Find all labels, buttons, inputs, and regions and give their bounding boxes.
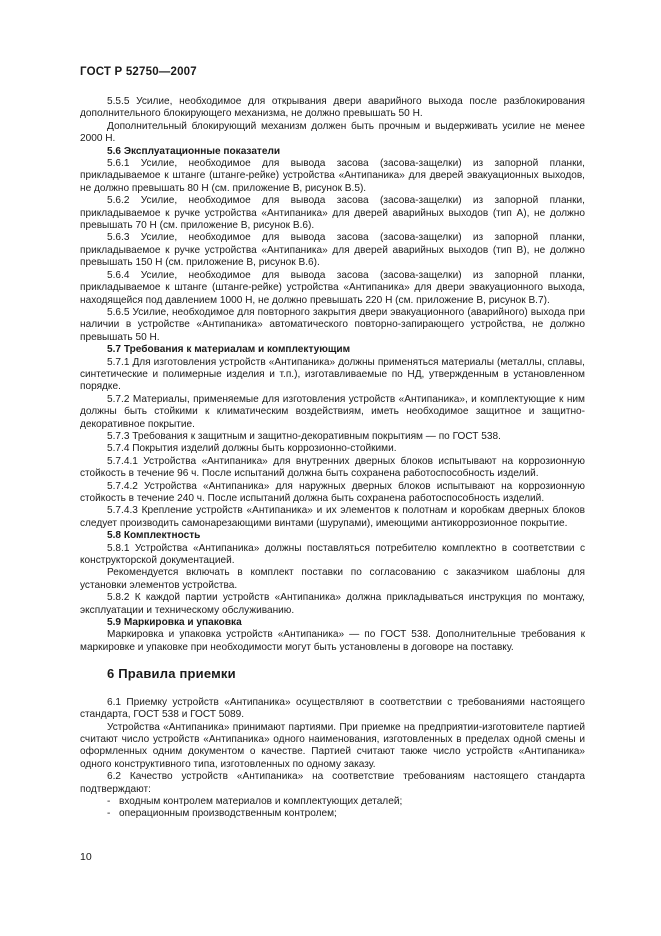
paragraph: Дополнительный блокирующий механизм должен быть прочным и выдерживать усилие не менее 2000 Н.: [80, 120, 585, 145]
document-body: [80, 96, 585, 821]
paragraph: 5.7.4.3 Крепление устройств «Антипаника» и их элементов к полотнам и коробкам дверных блоков следует производить самонарезающими винтами (шурупами), имеющими антикоррозионное покрытие.: [80, 505, 585, 529]
paragraph: 5.8.2 К каждой партии устройств «Антипаника» должна прикладываться инструкция по монтажу, эксплуатации и техническому обслуживанию.: [80, 592, 585, 616]
list-item-text: входным контролем материалов и комплектующих деталей;: [119, 795, 403, 807]
subsection-heading: 5.9 Маркировка и упаковка: [107, 617, 242, 629]
paragraph: 5.6.5 Усилие, необходимое для повторного закрытия двери эвакуационного (аварийного) выхода при наличии в устройстве «Антипаника» автоматического повторно-запирающего устройства, не должно превышать 50 Н.: [80, 306, 585, 343]
document-header: ГОСТ Р 52750—2007: [80, 66, 197, 78]
paragraph: 5.7.4 Покрытия изделий должны быть коррозионно-стойкими.: [107, 443, 397, 455]
subsection-heading: 5.8 Комплектность: [107, 530, 201, 542]
subsection-heading: 5.6 Эксплуатационные показатели: [107, 145, 281, 157]
subsection-heading: 5.7 Требования к материалам и комплектующим: [107, 344, 351, 356]
paragraph: 5.8.1 Устройства «Антипаника» должны поставляться потребителю комплектно в соответствии с конструкторской документацией.: [80, 542, 585, 567]
paragraph: 5.6.4 Усилие, необходимое для вывода засова (засова-защелки) из запорной планки, прикладываемое к штанге (штанге-рейке) устройства «Антипаника» для двери эвакуационного выхода, находящейся под давлением 1000 Н, не должно превышать 220 Н (см. приложение В, рисунок В.7).: [80, 269, 585, 306]
paragraph: 5.6.1 Усилие, необходимое для вывода засова (засова-защелки) из запорной планки, прикладываемое к штанге (штанге-рейке) устройства «Антипаника» для дверей эвакуационных выходов, не должно превышать 80 Н (см. приложение В, рисунок В.5).: [80, 158, 585, 194]
list-marker: -: [107, 808, 111, 820]
paragraph: 6.2 Качество устройств «Антипаника» на соответствие требованиям настоящего стандарта подтверждают:: [80, 771, 585, 795]
paragraph: 5.6.3 Усилие, необходимое для вывода засова (засова-защелки) из запорной планки, прикладываемое к ручке устройства «Антипаника» для дверей аварийных выходов (тип В), не должно превышать 150 Н (см. приложение В, рисунок В.6).: [80, 232, 585, 269]
paragraph: Рекомендуется включать в комплект поставки по согласованию с заказчиком шаблоны для установки элементов устройства.: [80, 567, 585, 591]
paragraph: 5.7.4.2 Устройства «Антипаника» для наружных дверных блоков испытывают на коррозионную стойкость в течение 240 ч. После испытаний должна быть сохранена работоспособность изделий.: [80, 480, 585, 504]
paragraph: 5.7.4.1 Устройства «Антипаника» для внутренних дверных блоков испытывают на коррозионную стойкость в течение 96 ч. После испытаний должна быть сохранена работоспособность изделий.: [80, 455, 585, 480]
paragraph: 6.1 Приемку устройств «Антипаника» осуществляют в соответствии с требованиями настоящего стандарта, ГОСТ 538 и ГОСТ 5089.: [80, 696, 585, 721]
paragraph: 5.6.2 Усилие, необходимое для вывода засова (засова-защелки) из запорной планки, прикладываемое к ручке устройства «Антипаника» для дверей аварийных выходов (тип А), не должно превышать 70 Н (см. приложение В, рисунок В.6).: [80, 195, 585, 232]
list-item: [80, 808, 585, 820]
list-item-text: операционным производственным контролем;: [119, 808, 337, 820]
list-marker: -: [107, 795, 111, 807]
list-item: [80, 796, 585, 808]
page-number: 10: [80, 851, 92, 863]
paragraph: Маркировка и упаковка устройств «Антипаника» — по ГОСТ 538. Дополнительные требования к маркировке и упаковке при необходимости могут быть установлены в договоре на поставку.: [80, 629, 585, 653]
paragraph: Устройства «Антипаника» принимают партиями. При приемке на предприятии-изготовителе партией считают число устройств «Антипаника» одного наименования, изготовленных в пределах одной смены и оформленных одним документом о качестве. Партией считают также число устройств «Антипаника» одного конструктивного типа, изготовленных по одному заказу.: [80, 721, 585, 770]
paragraph: 5.7.2 Материалы, применяемые для изготовления устройств «Антипаника», и комплектующие к ним должны быть стойкими к климатическим воздействиям, иметь необходимое защитное и защитно-декоративное покрытие.: [80, 393, 585, 430]
paragraph: 5.7.1 Для изготовления устройств «Антипаника» должны применяться материалы (металлы, сплавы, синтетические и полимерные изделия и т.п.), изготавливаемые по НД, утвержденным в установленном порядке.: [80, 356, 585, 393]
paragraph: 5.5.5 Усилие, необходимое для открывания двери аварийного выхода после разблокирования дополнительного блокирующего механизма, не должно превышать 50 Н.: [80, 96, 585, 120]
section-heading: 6 Правила приемки: [107, 666, 236, 682]
paragraph: 5.7.3 Требования к защитным и защитно-декоративным покрытиям — по ГОСТ 538.: [107, 430, 501, 442]
